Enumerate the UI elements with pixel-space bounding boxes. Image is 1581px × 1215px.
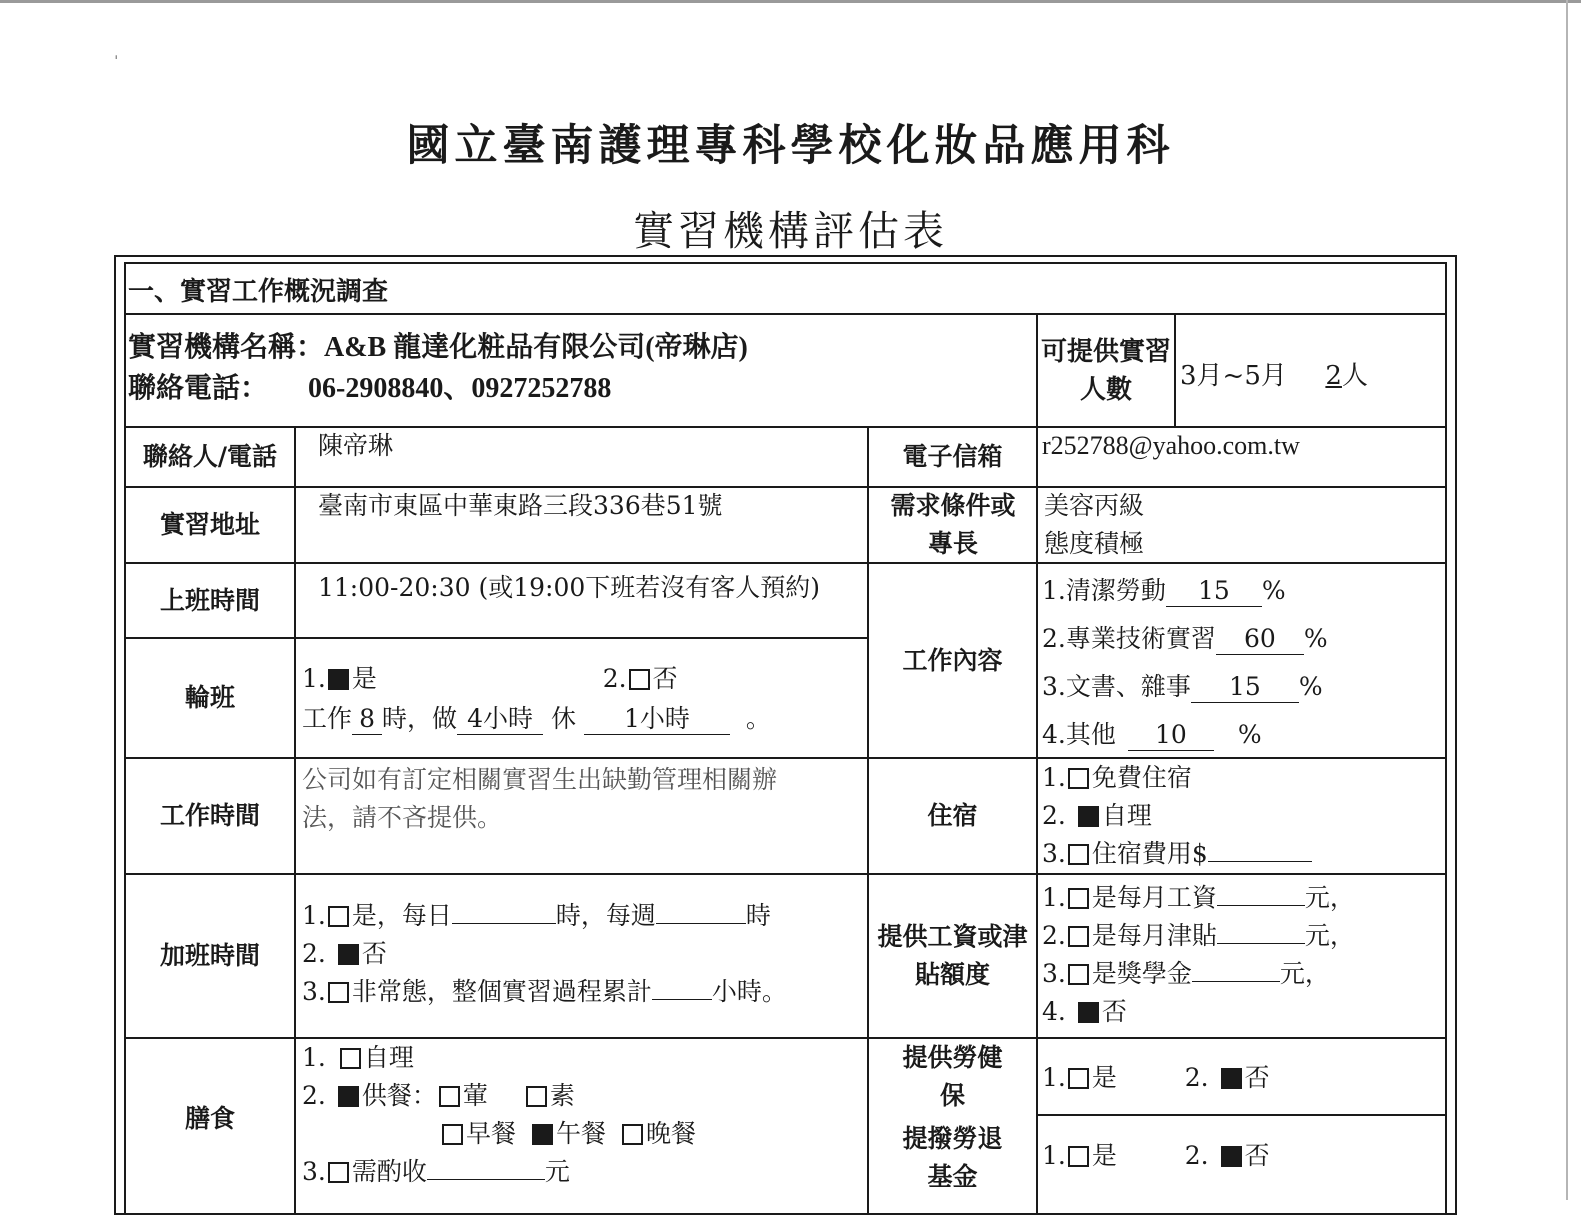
meals-meat-checkbox[interactable] — [439, 1086, 460, 1107]
meals-provided-label: 供餐： — [361, 1081, 437, 1110]
pension-label: 提撥勞退基金 — [902, 1123, 1003, 1191]
work-hours-value: 11:00-20:30 (或19:00下班若沒有客人預約) — [318, 573, 821, 602]
overtime-hours-unit: 時 — [745, 901, 771, 930]
job-content-label: 工作內容 — [902, 645, 1003, 675]
pay-allowance-checkbox[interactable] — [1068, 926, 1089, 947]
overtime-irregular-checkbox[interactable] — [328, 982, 349, 1003]
phone-value: 06-2908840、0927252788 — [308, 373, 612, 404]
pay-allowance-label: 是每月津貼 — [1091, 921, 1217, 950]
overtime-daily-blank[interactable] — [452, 923, 556, 924]
job-item-label: 4.其他 — [1042, 720, 1116, 749]
pension-option-number: 2. — [1184, 1141, 1209, 1170]
quota-value — [1180, 355, 1368, 392]
shift-work-unit: 時，做 — [382, 704, 458, 733]
lodging-self-checkbox[interactable] — [1078, 806, 1099, 827]
insurance-no-checkbox[interactable] — [1221, 1068, 1242, 1089]
shift-yes-checkbox[interactable] — [328, 669, 349, 690]
insurance-no-label: 否 — [1244, 1063, 1270, 1092]
shift-rest-prefix: 休 — [550, 704, 576, 733]
scan-speck: ˌ — [114, 42, 119, 61]
pay-option-number: 3. — [1042, 959, 1066, 988]
job-content-item — [1042, 567, 1328, 615]
overtime-option-number: 2. — [302, 939, 326, 968]
meals-dinner-checkbox[interactable] — [622, 1124, 643, 1145]
overtime-no-label: 否 — [361, 939, 387, 968]
meals-veg-label: 素 — [549, 1081, 575, 1110]
job-item-percent[interactable]: 15 — [1191, 672, 1299, 703]
meals-breakfast-label: 早餐 — [466, 1119, 517, 1148]
pay-scholarship-checkbox[interactable] — [1068, 964, 1089, 985]
meals-label: 膳食 — [184, 1104, 235, 1133]
job-content-item — [1042, 711, 1328, 759]
address-value: 臺南市東區中華東路三段336巷51號 — [318, 491, 723, 520]
pay-wage-checkbox[interactable] — [1068, 888, 1089, 909]
pension-no-checkbox[interactable] — [1221, 1146, 1242, 1167]
shift-option-2-number: 2. — [602, 664, 627, 693]
job-item-percent[interactable]: 60 — [1216, 624, 1304, 655]
job-item-label: 1.清潔勞動 — [1042, 576, 1166, 605]
shift-work-hours[interactable]: 8 — [352, 704, 382, 735]
meals-self-label: 自理 — [363, 1043, 414, 1072]
shift-no-checkbox[interactable] — [629, 669, 650, 690]
row-divider — [124, 562, 1447, 564]
email-value: r252788@yahoo.com.tw — [1042, 431, 1300, 460]
insurance-option-number: 1. — [1042, 1063, 1066, 1092]
pay-option-number: 2. — [1042, 921, 1066, 950]
pension-options — [1036, 1137, 1270, 1175]
shift-rest-hours[interactable]: 1小時 — [584, 704, 730, 735]
shift-label: 輪班 — [184, 683, 235, 712]
pay-scholarship-blank[interactable] — [1192, 981, 1280, 982]
work-hours-label: 上班時間 — [159, 585, 260, 615]
org-name-value: A&B 龍達化粧品有限公司(帝琳店) — [324, 332, 748, 363]
requirement-label: 需求條件或專長 — [890, 491, 1016, 558]
row-divider — [124, 873, 1447, 875]
shift-no-label: 否 — [652, 664, 678, 693]
overtime-weekly-label: 時，每週 — [555, 901, 656, 930]
job-item-percent[interactable]: 10 — [1128, 720, 1214, 751]
insurance-options — [1036, 1059, 1270, 1097]
pay-no-label: 否 — [1101, 997, 1127, 1026]
quota-label: 可提供實習人數 — [1040, 336, 1171, 405]
meals-lunch-label: 午餐 — [556, 1119, 607, 1148]
overtime-irregular-label: 非常態，整個實習過程累計 — [351, 977, 652, 1006]
attendance-note-line-2: 法，請不吝提供。 — [302, 803, 503, 832]
pension-yes-checkbox[interactable] — [1068, 1146, 1089, 1167]
pay-option-number: 4. — [1042, 997, 1066, 1026]
contact-value: 陳帝琳 — [318, 431, 394, 460]
column-divider — [1174, 313, 1176, 427]
job-content-items — [1036, 567, 1328, 759]
attendance-note-line-1: 公司如有訂定相關實習生出缺勤管理相關辦 — [302, 765, 778, 794]
lodging-option-number: 3. — [1042, 839, 1066, 868]
shift-do-hours[interactable]: 4小時 — [457, 704, 543, 735]
org-name-label: 實習機構名稱： — [128, 330, 325, 363]
email-label: 電子信箱 — [902, 442, 1003, 471]
inner-top-border — [124, 262, 1447, 264]
shift-option-1-number: 1. — [302, 664, 326, 693]
shift-end-mark: 。 — [745, 704, 771, 733]
overtime-total-blank[interactable] — [652, 999, 712, 1000]
attendance-note — [296, 761, 777, 837]
pay-allowance-blank[interactable] — [1217, 943, 1305, 944]
job-item-unit: % — [1261, 576, 1286, 605]
meals-self-checkbox[interactable] — [340, 1048, 361, 1069]
overtime-label: 加班時間 — [159, 941, 260, 970]
overtime-no-checkbox[interactable] — [338, 944, 359, 965]
meals-fee-unit: 元 — [544, 1157, 570, 1186]
quota-period: 3月~5月 — [1180, 361, 1287, 391]
pay-option-number: 1. — [1042, 883, 1066, 912]
shift-yes-label: 是 — [351, 664, 377, 693]
meals-fee-blank[interactable] — [427, 1179, 545, 1180]
lodging-free-label: 免費住宿 — [1091, 763, 1192, 792]
requirement-line-2: 態度積極 — [1044, 529, 1145, 558]
requirement-value — [1038, 487, 1144, 563]
meals-option-number: 2. — [302, 1081, 326, 1110]
address-label: 實習地址 — [159, 510, 260, 539]
insurance-option-number: 2. — [1184, 1063, 1209, 1092]
overtime-weekly-blank[interactable] — [656, 923, 746, 924]
insurance-label: 提供勞健保 — [902, 1042, 1003, 1110]
lodging-options — [1036, 759, 1312, 873]
overtime-option-number: 1. — [302, 901, 326, 930]
pension-option-number: 1. — [1042, 1141, 1066, 1170]
pay-allowance-unit: 元， — [1304, 921, 1355, 950]
inner-right-border — [1445, 262, 1447, 1213]
pay-scholarship-unit: 元， — [1279, 959, 1330, 988]
lodging-fee-label: 住宿費用$ — [1091, 839, 1208, 868]
lodging-fee-checkbox[interactable] — [1068, 844, 1089, 865]
overtime-options — [296, 897, 787, 1011]
lodging-free-checkbox[interactable] — [1068, 768, 1089, 789]
phone-label: 聯絡電話： — [128, 371, 269, 404]
meals-option-number: 3. — [302, 1157, 326, 1186]
evaluation-form-table — [114, 255, 1457, 1215]
document-title: 國立臺南護理專科學校化妝品應用科 — [406, 121, 1175, 171]
lodging-label: 住宿 — [927, 801, 978, 830]
pay-label: 提供工資或津貼額度 — [877, 922, 1028, 989]
row-divider — [1036, 1114, 1447, 1116]
pay-wage-label: 是每月工資 — [1091, 883, 1217, 912]
overtime-total-unit: 小時。 — [711, 977, 787, 1006]
pay-wage-unit: 元， — [1304, 883, 1355, 912]
pay-scholarship-label: 是獎學金 — [1091, 959, 1192, 988]
document-subtitle: 實習機構評估表 — [633, 207, 948, 255]
job-content-item — [1042, 615, 1328, 663]
job-item-label: 2.專業技術實習 — [1042, 624, 1216, 653]
meals-fee-label: 需酌收 — [351, 1157, 427, 1186]
pension-yes-label: 是 — [1091, 1141, 1117, 1170]
meals-provided-checkbox[interactable] — [338, 1086, 359, 1107]
job-item-unit: % — [1298, 672, 1323, 701]
job-item-label: 3.文書、雜事 — [1042, 672, 1191, 701]
row-divider — [124, 313, 1447, 315]
meals-lunch-checkbox[interactable] — [532, 1124, 553, 1145]
org-info — [128, 327, 748, 409]
pension-no-label: 否 — [1244, 1141, 1270, 1170]
lodging-self-label: 自理 — [1101, 801, 1152, 830]
shift-options — [296, 659, 771, 739]
lodging-fee-blank[interactable] — [1208, 861, 1312, 862]
overtime-option-number: 3. — [302, 977, 326, 1006]
meals-meat-label: 葷 — [462, 1081, 488, 1110]
lodging-option-number: 1. — [1042, 763, 1066, 792]
insurance-yes-checkbox[interactable] — [1068, 1068, 1089, 1089]
quota-count: 2 — [1325, 361, 1342, 391]
overtime-yes-label: 是，每日 — [351, 901, 452, 930]
attendance-label: 工作時間 — [159, 801, 260, 830]
meals-options — [296, 1039, 696, 1191]
pay-wage-blank[interactable] — [1217, 905, 1305, 906]
meals-fee-checkbox[interactable] — [328, 1162, 349, 1183]
shift-work-prefix: 工作 — [302, 704, 353, 733]
requirement-line-1: 美容丙級 — [1044, 491, 1145, 520]
meals-breakfast-checkbox[interactable] — [442, 1124, 463, 1145]
job-content-item — [1042, 663, 1328, 711]
job-item-unit: % — [1237, 720, 1262, 749]
overtime-yes-checkbox[interactable] — [328, 906, 349, 927]
insurance-yes-label: 是 — [1091, 1063, 1117, 1092]
contact-label: 聯絡人/電話 — [142, 442, 278, 471]
job-item-percent[interactable]: 15 — [1166, 576, 1262, 607]
scan-top-edge — [0, 0, 1581, 3]
quota-unit: 人 — [1341, 361, 1368, 391]
meals-veg-checkbox[interactable] — [526, 1086, 547, 1107]
meals-dinner-label: 晚餐 — [646, 1119, 697, 1148]
section-heading: 一、實習工作概況調查 — [128, 277, 389, 307]
lodging-option-number: 2. — [1042, 801, 1066, 830]
job-item-unit: % — [1303, 624, 1328, 653]
scan-right-edge — [1566, 0, 1568, 1200]
meals-option-number: 1. — [302, 1043, 326, 1072]
pay-options — [1036, 879, 1355, 1031]
pay-no-checkbox[interactable] — [1078, 1002, 1099, 1023]
